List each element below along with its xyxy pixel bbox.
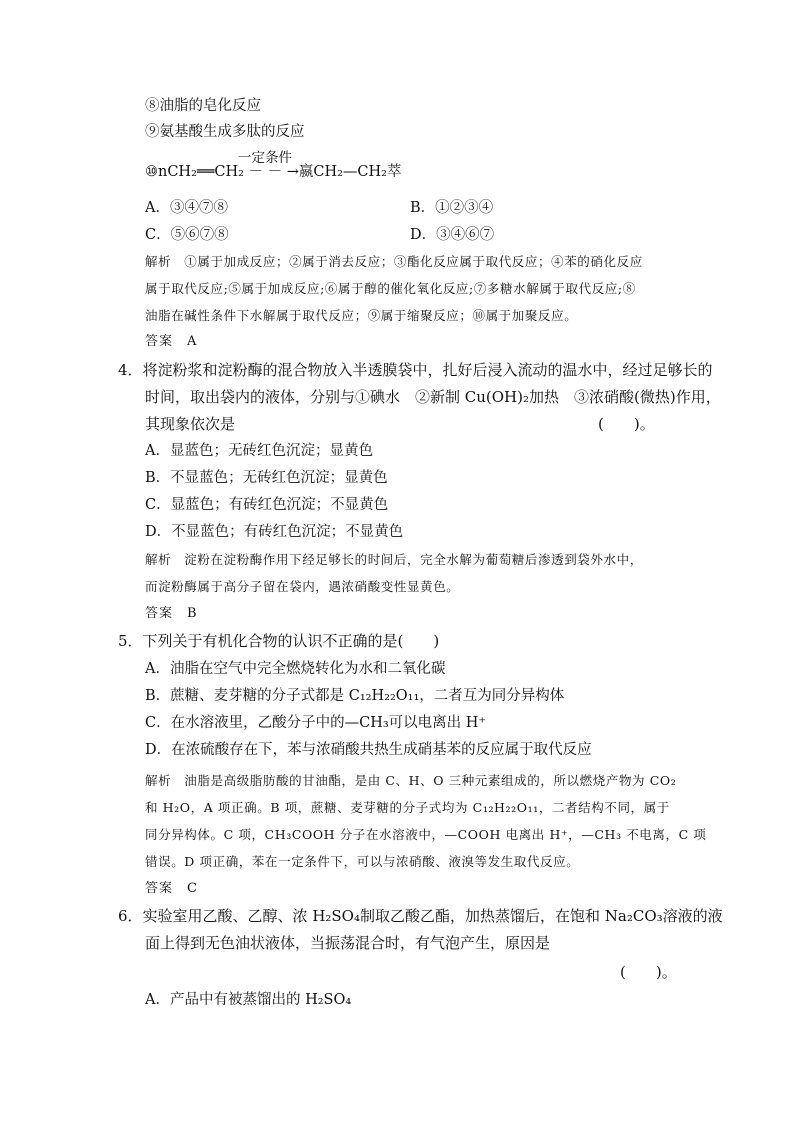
q5-answer: 答案 C <box>145 881 198 896</box>
q6-stem-line: 6．实验室用乙酸、乙醇、浓 H₂SO₄制取乙酸乙酯，加热蒸馏后，在饱和 Na₂CO₃溶液的液 <box>118 907 723 925</box>
item-8: ⑧油脂的皂化反应 <box>145 98 261 114</box>
q4-option-a: A．显蓝色；无砖红色沉淀；显黄色 <box>145 443 373 459</box>
q4-answer-bracket: ( )。 <box>598 415 655 433</box>
q3-option-a: A．③④⑦⑧ <box>145 200 228 216</box>
q3-option-c: C．⑤⑥⑦⑧ <box>145 227 229 243</box>
q5-option-d: D．在浓硫酸存在下，苯与浓硝酸共热生成硝基苯的反应属于取代反应 <box>145 742 592 758</box>
item-10-equation: ⑩nCH₂══CH₂ － － →嬴CH₂—CH₂萃 <box>145 164 402 180</box>
q5-option-a: A．油脂在空气中完全燃烧转化为水和二氧化碳 <box>145 661 446 677</box>
q6-stem-line: 面上得到无色油状液体，当振荡混合时，有气泡产生，原因是 <box>145 934 551 952</box>
q4-stem-line: 4．将淀粉浆和淀粉酶的混合物放入半透膜袋中，扎好后浸入流动的温水中，经过足够长的 <box>118 361 713 379</box>
q4-explanation-line: 解析 淀粉在淀粉酶作用下经足够长的时间后，完全水解为葡萄糖后渗透到袋外水中， <box>145 552 643 567</box>
q4-stem-line: 其现象依次是 <box>145 415 236 433</box>
q5-option-c: C．在水溶液里，乙酸分子中的—CH₃可以电离出 H⁺ <box>145 715 487 731</box>
item-9: ⑨氨基酸生成多肽的反应 <box>145 124 305 140</box>
q4-answer: 答案 B <box>145 606 198 621</box>
q4-option-c: C．显蓝色；有砖红色沉淀；不显黄色 <box>145 497 389 513</box>
q5-explanation-line: 和 H₂O，A 项正确。B 项，蔗糖、麦芽糖的分子式均为 C₁₂H₂₂O₁₁，二者结构不同，属于 <box>145 800 670 815</box>
q5-explanation-line: 同分异构体。C 项，CH₃COOH 分子在水溶液中，—COOH 电离出 H⁺，—CH₃ 不电离，C 项 <box>145 827 707 842</box>
q3-answer: 答案 A <box>145 334 198 349</box>
q3-explanation-line: 油脂在碱性条件下水解属于取代反应；⑨属于缩聚反应；⑩属于加聚反应。 <box>145 308 578 323</box>
q4-explanation-line: 而淀粉酶属于高分子留在袋内，遇浓硝酸变性显黄色。 <box>145 579 460 594</box>
q3-option-b: B．①②③④ <box>410 200 494 216</box>
q4-option-b: B．不显蓝色；无砖红色沉淀；显黄色 <box>145 470 388 486</box>
q3-option-d: D．③④⑥⑦ <box>410 227 495 243</box>
q6-option-a: A．产品中有被蒸馏出的 H₂SO₄ <box>145 992 352 1008</box>
q3-explanation-line: 解析 ①属于加成反应；②属于消去反应；③酯化反应属于取代反应；④苯的硝化反应 <box>145 254 643 269</box>
q5-stem: 5．下列关于有机化合物的认识不正确的是( ) <box>118 632 440 650</box>
q5-option-b: B．蔗糖、麦芽糖的分子式都是 C₁₂H₂₂O₁₁，二者互为同分异构体 <box>145 688 565 704</box>
q5-explanation-line: 错误。D 项正确，苯在一定条件下，可以与浓硝酸、液溴等发生取代反应。 <box>145 854 580 869</box>
q6-answer-bracket: ( )。 <box>620 963 677 981</box>
reaction-condition: 一定条件 <box>238 150 292 166</box>
q5-explanation-line: 解析 油脂是高级脂肪酸的甘油酯，是由 C、H、O 三种元素组成的，所以燃烧产物为 CO₂ <box>145 773 677 788</box>
q3-explanation-line: 属于取代反应;⑤属于加成反应;⑥属于醇的催化氧化反应;⑦多糖水解属于取代反应;⑧ <box>145 281 636 296</box>
q4-stem-line: 时间，取出袋内的液体，分别与①碘水 ②新制 Cu(OH)₂加热 ③浓硝酸(微热)作用， <box>145 388 721 406</box>
q4-option-d: D．不显蓝色；有砖红色沉淀；不显黄色 <box>145 524 404 540</box>
